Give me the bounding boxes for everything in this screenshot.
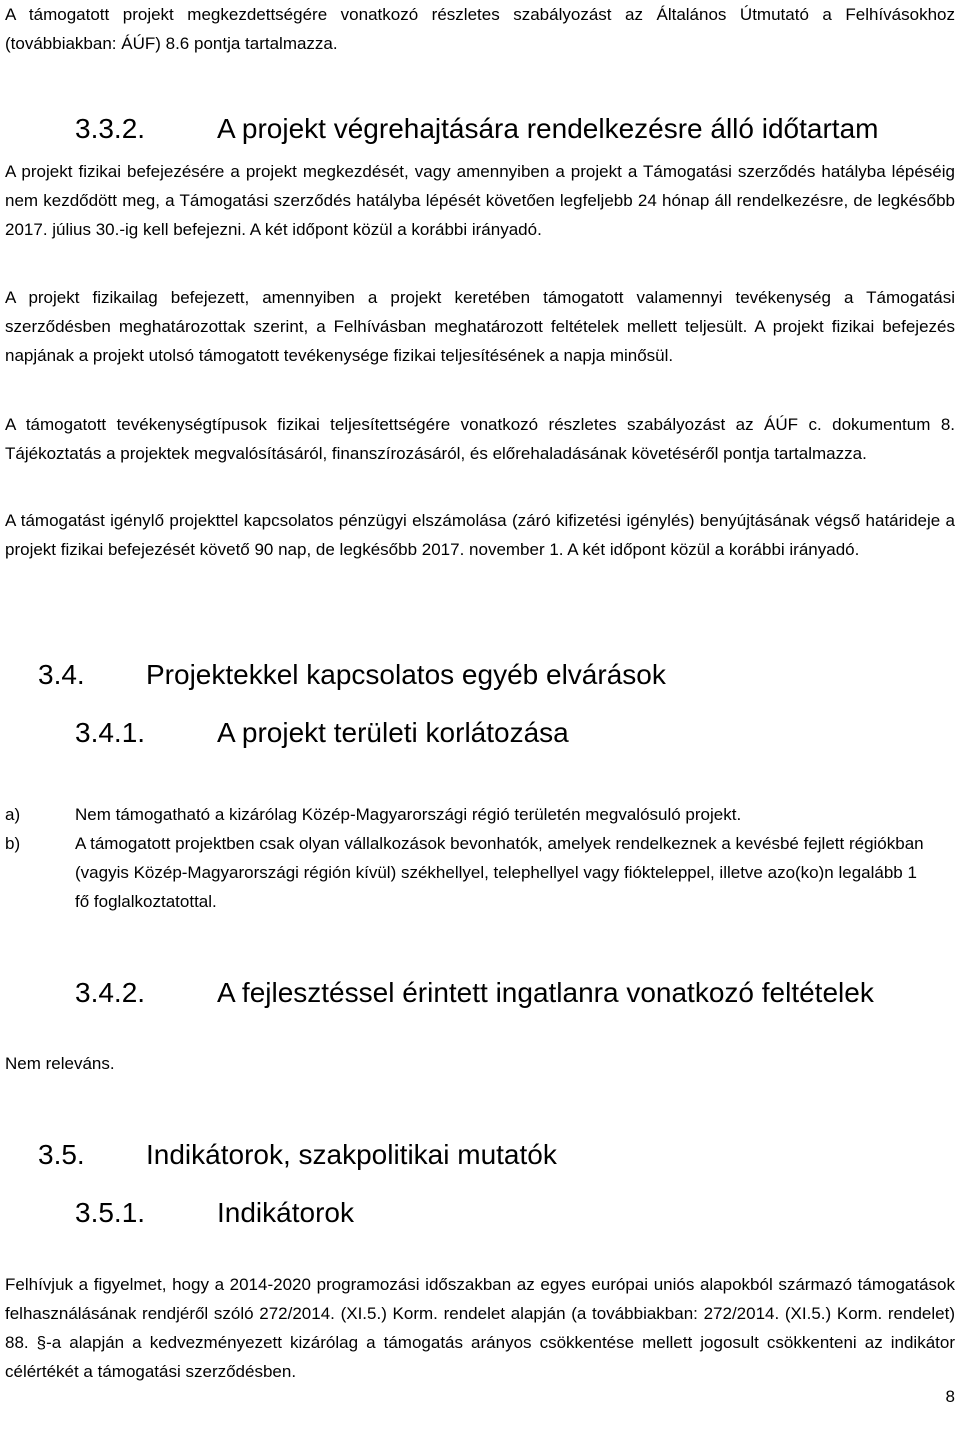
page-number: 8 (945, 1387, 955, 1406)
list-marker: a) (5, 805, 21, 824)
heading-title: A fejlesztéssel érintett ingatlanra vonatkozó feltételek (217, 977, 874, 1008)
intro-paragraph: A támogatott projekt megkezdettségére vonatkozó részletes szabályozást az Általános Útmutató a Felhívásokhoz (továbbiakban: ÁÚF) 8.6 pontja tartalmazza. (5, 5, 955, 53)
heading-title: Indikátorok (217, 1197, 354, 1228)
paragraph-financial-settlement: A támogatást igénylő projekttel kapcsolatos pénzügyi elszámolása (záró kifizetési igénylés) benyújtásának végső határideje a projekt fizikai befejezését követő 90 nap, de legkésőbb 2017. november 1. A két időpont közül a korábbi irányadó. (5, 511, 955, 559)
list-item-text: A támogatott projektben csak olyan vállalkozások bevonhatók, amelyek rendelkeznek a kevésbé fejlett régiókban (vagyis Közép-Magyarországi régión kívül) székhellyel, telephellyel vagy fiókteleppel, illetve azo(ko)n legalább 1 fő foglalkoztatottal. (75, 834, 924, 911)
heading-title: Projektekkel kapcsolatos egyéb elvárások (146, 659, 666, 690)
paragraph-indicators: Felhívjuk a figyelmet, hogy a 2014-2020 programozási időszakban az egyes európai uniós alapokból származó támogatások felhasználásának rendjéről szóló 272/2014. (XI.5.) Korm. rendelet alapján (a továbbiakban: 272/2014. (XI.5.) Korm. rendelet) 88. §-a alapján a kedvezményezett kizárólag a támogatás arányos csökkentése mellett jogosult csökkenteni az indikátor célértékét a támogatási szerződésben. (5, 1275, 955, 1381)
paragraph-duration: A projekt fizikai befejezésére a projekt megkezdését, vagy amennyiben a projekt a Támogatási szerződés hatályba lépéséig nem kezdődött meg, a Támogatási szerződés hatályba lépését követően legfeljebb 24 hónap áll rendelkezésre, de legkésőbb 2017. július 30.-ig kell befejezni. A két időpont közül a korábbi irányadó. (5, 162, 955, 239)
list-item (5, 829, 935, 916)
heading-title: Indikátorok, szakpolitikai mutatók (146, 1139, 557, 1170)
list-item (5, 800, 935, 829)
heading-number: 3.5.1. (75, 1197, 146, 1228)
heading-title: A projekt területi korlátozása (217, 717, 569, 748)
list-item-text: Nem támogatható a kizárólag Közép-Magyarországi régió területén megvalósuló projekt. (75, 805, 742, 824)
heading-title: A projekt végrehajtására rendelkezésre álló időtartam (217, 113, 879, 144)
heading-number: 3.5. (38, 1139, 85, 1170)
paragraph-physical-completion: A projekt fizikailag befejezett, amennyiben a projekt keretében támogatott valamennyi tevékenység a Támogatási szerződésben meghatározottak szerint, a Felhívásban meghatározott feltételek mellett teljesült. A projekt fizikai befejezés napjának a projekt utolsó támogatott tevékenysége fizikai teljesítésének a napja minősül. (5, 288, 955, 365)
heading-number: 3.4.1. (75, 717, 146, 748)
heading-number: 3.4. (38, 659, 85, 690)
heading-number: 3.3.2. (75, 113, 146, 144)
territorial-restrictions-list (5, 800, 935, 916)
paragraph-not-relevant: Nem releváns. (5, 1054, 115, 1073)
paragraph-auf-reference: A támogatott tevékenységtípusok fizikai teljesítettségére vonatkozó részletes szabályozást az ÁÚF c. dokumentum 8. Tájékoztatás a projektek megvalósításáról, finanszírozásáról, és előrehaladásának követéséről pontja tartalmazza. (5, 415, 955, 463)
list-marker: b) (5, 834, 21, 853)
heading-number: 3.4.2. (75, 977, 146, 1008)
